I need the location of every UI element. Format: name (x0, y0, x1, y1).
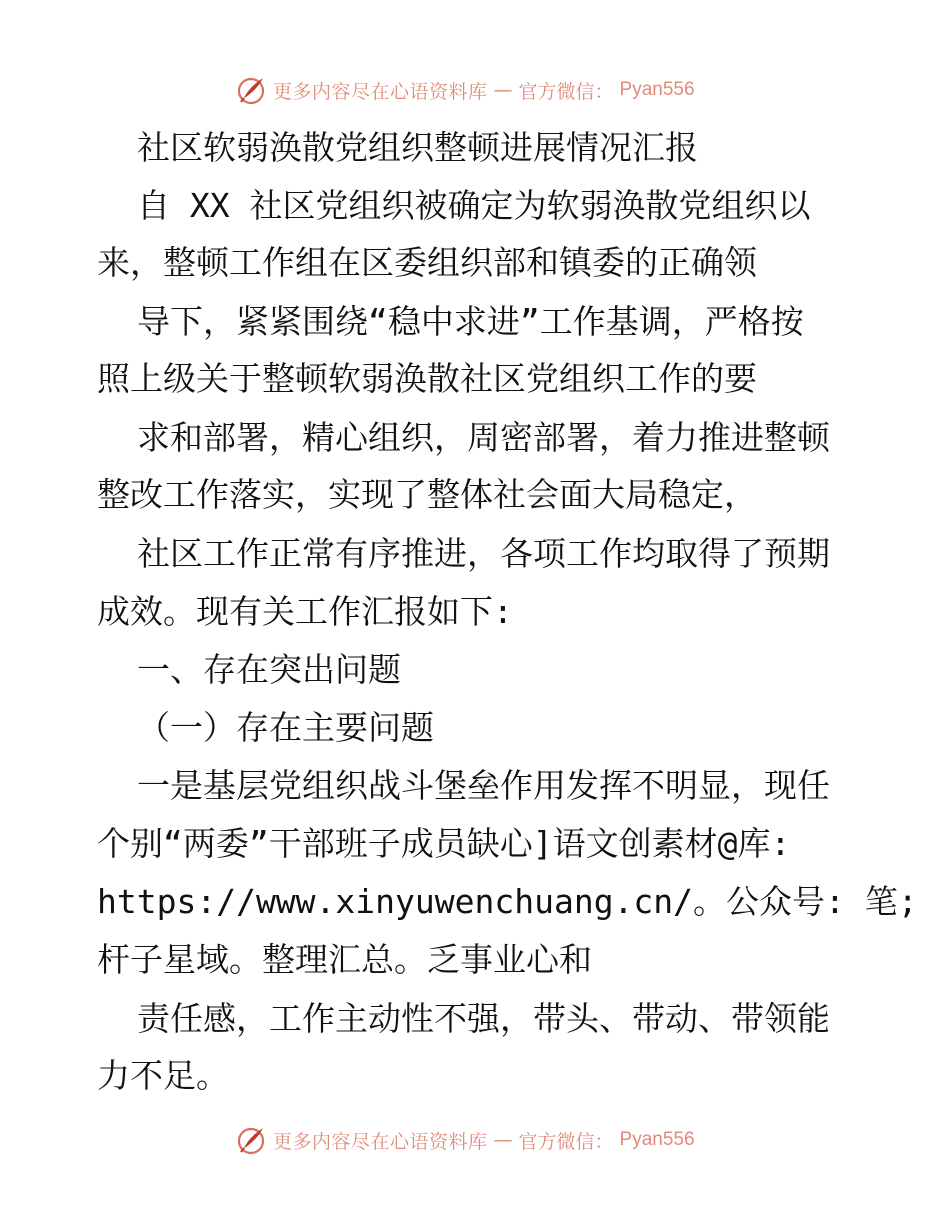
watermark-wechat-id: Pyan556 (619, 79, 695, 100)
paragraph-line: 求和部署，精心组织，周密部署，着力推进整顿 (137, 418, 830, 457)
watermark-wechat-id: Pyan556 (619, 1129, 695, 1150)
paragraph-line: 自 XX 社区党组织被确定为软弱涣散党组织以 (137, 186, 811, 225)
paragraph-line: 一是基层党组织战斗堡垒作用发挥不明显，现任 (137, 766, 830, 805)
paragraph-line: 个别“两委”干部班子成员缺心]语文创素材@库: (97, 824, 791, 863)
paragraph-line: 责任感，工作主动性不强，带头、带动、带领能 (137, 999, 830, 1038)
paragraph-line: 导下，紧紧围绕“稳中求进”工作基调，严格按 (137, 302, 804, 341)
watermark-site-text: 更多内容尽在心语资料库 (273, 1130, 488, 1153)
quill-logo-icon (235, 74, 267, 106)
paragraph-line: 整改工作落实，实现了整体社会面大局稳定， (97, 475, 757, 514)
header-watermark (235, 72, 695, 108)
document-title: 社区软弱涣散党组织整顿进展情况汇报 (137, 128, 698, 167)
watermark-wechat-label: 官方微信： (518, 80, 614, 103)
paragraph-line: https://www.xinyuwenchuang.cn/。公众号: 笔; (97, 882, 918, 921)
paragraph-line: 杆子星域。整理汇总。乏事业心和 (97, 940, 592, 979)
watermark-site-text: 更多内容尽在心语资料库 (273, 80, 488, 103)
watermark-dash: — (493, 1129, 513, 1151)
paragraph-line: 社区工作正常有序推进，各项工作均取得了预期 (137, 534, 830, 573)
watermark-wechat-label: 官方微信： (518, 1130, 614, 1153)
footer-watermark (235, 1122, 695, 1158)
paragraph-line: 成效。现有关工作汇报如下: (97, 592, 513, 631)
watermark-dash: — (493, 79, 513, 101)
paragraph-line: 照上级关于整顿软弱涣散社区党组织工作的要 (97, 359, 757, 398)
paragraph-line: 来，整顿工作组在区委组织部和镇委的正确领 (97, 243, 757, 282)
subsection-heading: （一）存在主要问题 (137, 708, 434, 747)
quill-logo-icon (235, 1124, 267, 1156)
section-heading: 一、存在突出问题 (137, 650, 401, 689)
paragraph-line: 力不足。 (97, 1056, 229, 1095)
